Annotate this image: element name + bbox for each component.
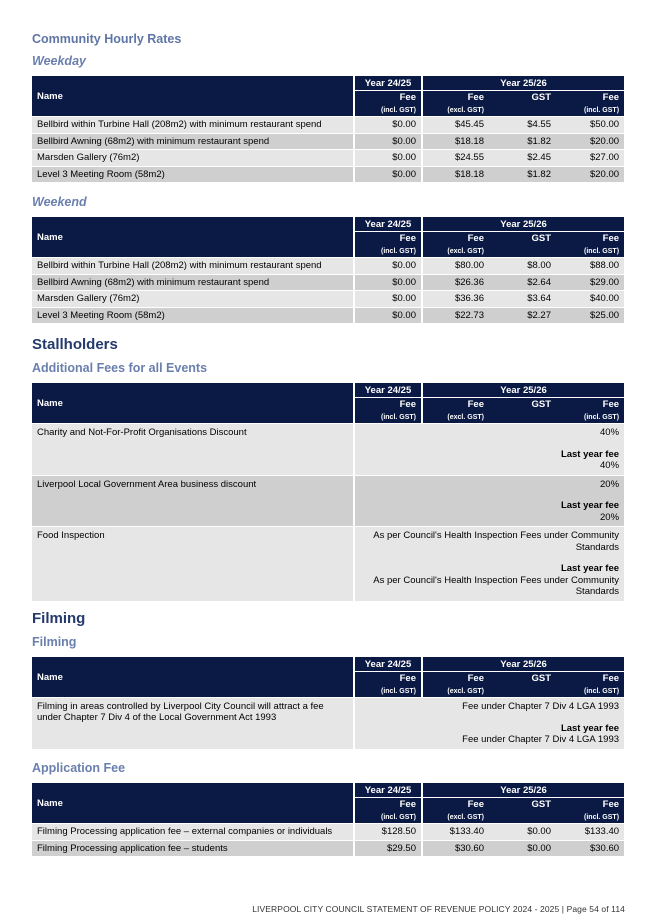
name-column-header: Name [32,383,353,423]
fee-header: Fee [421,798,489,811]
prev-incl-gst-label: (incl. GST) [353,685,421,697]
incl-gst-label: (incl. GST) [556,411,624,423]
gst-header: GST [489,398,556,411]
year-prev-header: Year 24/25 [353,657,421,672]
last-year-fee-value: Fee under Chapter 7 Div 4 LGA 1993 [462,734,620,745]
excl-gst-label: (excl. GST) [421,104,489,116]
fee-incl-header: Fee [556,672,624,685]
last-year-fee-value: 40% [600,460,620,471]
prev-fee-incl-cell: $0.00 [353,149,421,166]
fee-incl-cell: $50.00 [556,116,624,133]
gst-sub-blank [489,104,556,116]
prev-fee-header: Fee [353,672,421,685]
application-fees-table [32,783,624,856]
fee-name-cell: Level 3 Meeting Room (58m2) [32,166,353,183]
fee-header: Fee [421,91,489,104]
current-fee-value: 20% [600,478,620,490]
prev-fee-incl-cell: $128.50 [353,823,421,840]
prev-fee-header: Fee [353,91,421,104]
weekend-fees-table [32,217,624,323]
fee-incl-cell: $20.00 [556,166,624,183]
section-title-stallholders: Stallholders [32,336,118,353]
gst-sub-blank [489,811,556,823]
fee-name-cell: Liverpool Local Government Area business discount [32,475,353,527]
prev-fee-incl-cell: $0.00 [353,133,421,150]
fee-header: Fee [421,672,489,685]
fee-excl-cell: $18.18 [421,166,489,183]
current-fee-value: Fee under Chapter 7 Div 4 LGA 1993 [462,701,620,712]
table-row [32,166,624,183]
subsection-title-application-fee: Application Fee [32,761,126,775]
year-next-header: Year 25/26 [421,76,624,91]
excl-gst-label: (excl. GST) [421,685,489,697]
fee-name-cell: Filming in areas controlled by Liverpool City Council will attract a fee under Chapter 7 Div 4 of the Local Government Act 1993 [32,697,353,749]
fee-incl-cell: $25.00 [556,307,624,324]
table-row [32,133,624,150]
fee-excl-cell: $133.40 [421,823,489,840]
table-row [32,840,624,857]
fee-header: Fee [421,232,489,245]
prev-incl-gst-label: (incl. GST) [353,245,421,257]
current-fee-value: As per Council's Health Inspection Fees under Community Standards [373,530,620,553]
name-column-header: Name [32,217,353,257]
prev-fee-incl-cell: $29.50 [353,840,421,857]
fee-excl-cell: $80.00 [421,257,489,274]
name-column-header: Name [32,76,353,116]
gst-sub-blank [489,245,556,257]
fee-excl-cell: $30.60 [421,840,489,857]
year-prev-header: Year 24/25 [353,76,421,91]
fee-excl-cell: $24.55 [421,149,489,166]
table-row [32,423,624,475]
prev-fee-incl-cell: $0.00 [353,307,421,324]
fee-incl-cell: $30.60 [556,840,624,857]
last-year-fee-label: Last year fee [560,563,620,574]
fee-incl-header: Fee [556,91,624,104]
stallholders-fees-table [32,383,624,601]
fee-name-cell: Bellbird within Turbine Hall (208m2) with minimum restaurant spend [32,257,353,274]
fee-excl-cell: $45.45 [421,116,489,133]
excl-gst-label: (excl. GST) [421,811,489,823]
last-year-fee-label: Last year fee [560,722,620,734]
prev-fee-header: Fee [353,798,421,811]
weekday-fees-table [32,76,624,182]
fee-name-cell: Bellbird Awning (68m2) with minimum restaurant spend [32,274,353,291]
gst-cell: $4.55 [489,116,556,133]
prev-fee-header: Fee [353,398,421,411]
table-row [32,116,624,133]
incl-gst-label: (incl. GST) [556,245,624,257]
prev-fee-incl-cell: $0.00 [353,257,421,274]
last-year-fee-label: Last year fee [560,448,620,460]
subsection-title-filming: Filming [32,635,77,649]
fee-incl-cell: $20.00 [556,133,624,150]
table-row [32,274,624,291]
year-prev-header: Year 24/25 [353,783,421,798]
gst-header: GST [489,232,556,245]
incl-gst-label: (incl. GST) [556,811,624,823]
gst-cell: $1.82 [489,166,556,183]
subsection-title-weekday: Weekday [32,54,86,68]
fee-excl-cell: $36.36 [421,290,489,307]
name-column-header: Name [32,657,353,697]
table-row [32,257,624,274]
fee-incl-cell: $133.40 [556,823,624,840]
table-row [32,526,624,601]
fee-name-cell: Bellbird Awning (68m2) with minimum restaurant spend [32,133,353,150]
fee-excl-cell: $26.36 [421,274,489,291]
prev-fee-incl-cell: $0.00 [353,116,421,133]
fee-name-cell: Filming Processing application fee – external companies or individuals [32,823,353,840]
fee-name-cell: Charity and Not-For-Profit Organisations Discount [32,423,353,475]
gst-header: GST [489,91,556,104]
gst-sub-blank [489,685,556,697]
subsection-title-additional-fees: Additional Fees for all Events [32,361,208,375]
year-next-header: Year 25/26 [421,217,624,232]
table-row [32,475,624,527]
year-prev-header: Year 24/25 [353,217,421,232]
prev-incl-gst-label: (incl. GST) [353,811,421,823]
table-row [32,149,624,166]
fee-value-cell [353,423,624,475]
prev-fee-incl-cell: $0.00 [353,166,421,183]
gst-cell: $2.27 [489,307,556,324]
year-next-header: Year 25/26 [421,383,624,398]
excl-gst-label: (excl. GST) [421,245,489,257]
prev-incl-gst-label: (incl. GST) [353,104,421,116]
table-row [32,290,624,307]
fee-name-cell: Bellbird within Turbine Hall (208m2) with minimum restaurant spend [32,116,353,133]
gst-sub-blank [489,411,556,423]
table-row [32,307,624,324]
section-title-filming: Filming [32,610,86,627]
fee-incl-cell: $27.00 [556,149,624,166]
gst-cell: $3.64 [489,290,556,307]
gst-cell: $8.00 [489,257,556,274]
section-title-community-hourly-rates: Community Hourly Rates [32,32,182,46]
fee-value-cell [353,475,624,527]
prev-fee-header: Fee [353,232,421,245]
gst-cell: $2.45 [489,149,556,166]
table-row [32,823,624,840]
fee-name-cell: Level 3 Meeting Room (58m2) [32,307,353,324]
subsection-title-weekend: Weekend [32,195,87,209]
incl-gst-label: (incl. GST) [556,104,624,116]
fee-value-cell [353,526,624,601]
name-column-header: Name [32,783,353,823]
fee-header: Fee [421,398,489,411]
fee-incl-header: Fee [556,398,624,411]
fee-name-cell: Marsden Gallery (76m2) [32,290,353,307]
gst-cell: $0.00 [489,840,556,857]
fee-incl-cell: $88.00 [556,257,624,274]
fee-name-cell: Filming Processing application fee – students [32,840,353,857]
fee-name-cell: Marsden Gallery (76m2) [32,149,353,166]
fee-value-cell [353,697,624,749]
filming-fees-table [32,657,624,749]
gst-cell: $0.00 [489,823,556,840]
prev-incl-gst-label: (incl. GST) [353,411,421,423]
fee-excl-cell: $18.18 [421,133,489,150]
gst-cell: $1.82 [489,133,556,150]
last-year-fee-label: Last year fee [560,500,620,511]
year-prev-header: Year 24/25 [353,383,421,398]
year-next-header: Year 25/26 [421,783,624,798]
current-fee-value: 40% [600,427,620,438]
fee-incl-header: Fee [556,798,624,811]
fee-incl-header: Fee [556,232,624,245]
gst-cell: $2.64 [489,274,556,291]
excl-gst-label: (excl. GST) [421,411,489,423]
incl-gst-label: (incl. GST) [556,685,624,697]
table-row [32,697,624,749]
fee-name-cell: Food Inspection [32,526,353,601]
fee-incl-cell: $40.00 [556,290,624,307]
last-year-fee-value: 20% [600,511,620,523]
page-footer: LIVERPOOL CITY COUNCIL STATEMENT OF REVENUE POLICY 2024 - 2025 | Page 54 of 114 [252,904,625,914]
last-year-fee-value: As per Council's Health Inspection Fees under Community Standards [373,574,620,597]
fee-incl-cell: $29.00 [556,274,624,291]
fee-excl-cell: $22.73 [421,307,489,324]
prev-fee-incl-cell: $0.00 [353,274,421,291]
gst-header: GST [489,672,556,685]
year-next-header: Year 25/26 [421,657,624,672]
gst-header: GST [489,798,556,811]
prev-fee-incl-cell: $0.00 [353,290,421,307]
